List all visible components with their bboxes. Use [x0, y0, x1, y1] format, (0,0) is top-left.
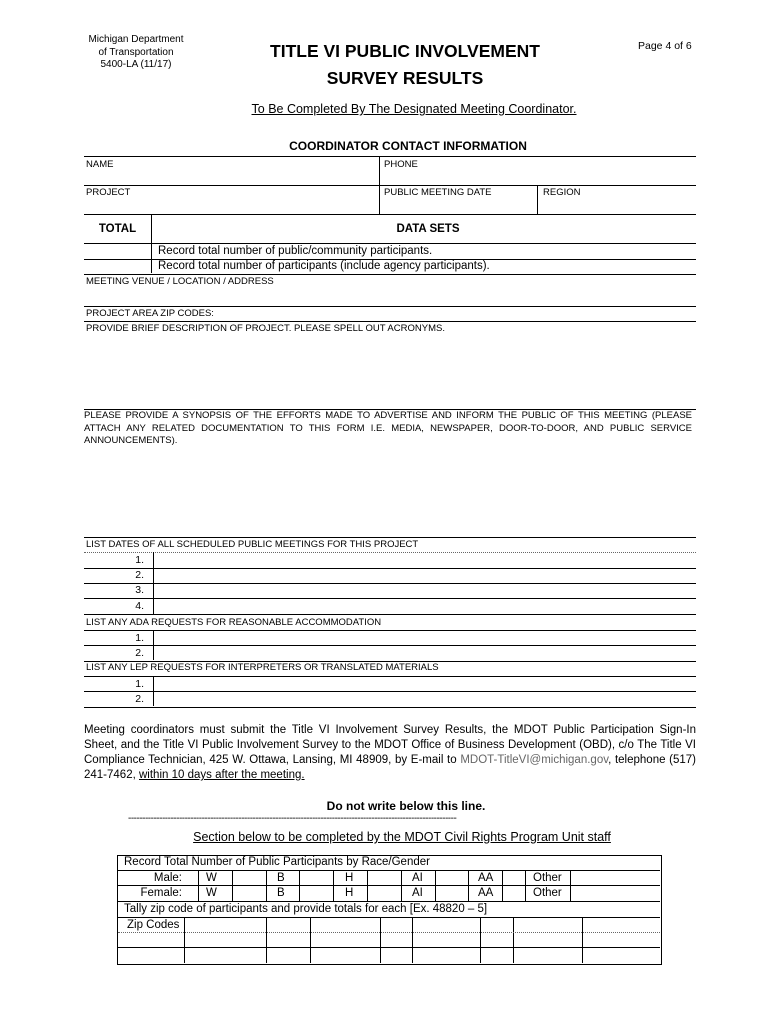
region-label: REGION: [543, 187, 581, 198]
code-other: Other: [533, 872, 562, 884]
region-field[interactable]: [539, 200, 696, 212]
rule: [84, 552, 696, 553]
coordinator-section-title: COORDINATOR CONTACT INFORMATION: [289, 139, 527, 153]
meeting-date-field[interactable]: [381, 200, 536, 212]
rule: [118, 932, 660, 933]
form-id: 5400-LA (11/17): [100, 59, 172, 70]
zip-label: PROJECT AREA ZIP CODES:: [86, 308, 214, 319]
meeting-date-label: PUBLIC MEETING DATE: [384, 187, 492, 198]
rule: [266, 917, 267, 963]
zip-codes-label: Zip Codes: [127, 919, 180, 931]
code-b: B: [277, 872, 285, 884]
ada-row-number: 1.: [135, 632, 144, 644]
code-w: W: [206, 887, 217, 899]
rule: [84, 598, 696, 599]
rule: [480, 917, 481, 963]
code-ai: AI: [412, 872, 423, 884]
venue-label: MEETING VENUE / LOCATION / ADDRESS: [86, 276, 274, 287]
rule: [84, 676, 696, 677]
code-aa: AA: [478, 887, 494, 899]
agency-header: [86, 34, 186, 72]
rule: [582, 917, 583, 963]
ada-request-field-1[interactable]: [156, 632, 696, 645]
code-aa: AA: [478, 872, 494, 884]
rule: [537, 185, 538, 214]
meeting-row-number: 1.: [135, 554, 144, 566]
total-header: TOTAL: [98, 223, 137, 235]
dataset-row-2: Record total number of participants (include agency participants).: [158, 260, 490, 272]
meeting-date-field-1[interactable]: [156, 554, 696, 567]
rule: [84, 537, 696, 538]
rule: [84, 274, 696, 275]
lep-row-number: 1.: [135, 678, 144, 690]
email-link[interactable]: MDOT-TitleVI@michigan.gov: [460, 754, 609, 766]
rule: [380, 917, 381, 963]
rule: [310, 917, 311, 963]
instructions-text: Meeting coordinators must submit the Title VI Involvement Survey Results, the MDOT Public Participation Sign-In Sheet, and the Title VI Public Involvement Survey to the MDOT Office of Business Development (OBD), c/o The Title VI Compliance Technician, 425 W. Ottawa, Lansing, MI 48909, by E-mail to: [84, 724, 696, 766]
ada-row-number: 2.: [135, 647, 144, 659]
meeting-row-number: 2.: [135, 569, 144, 581]
rule: [412, 917, 413, 963]
lep-request-field-2[interactable]: [156, 693, 696, 706]
lep-row-number: 2.: [135, 693, 144, 705]
project-label: PROJECT: [86, 187, 131, 198]
race-table-header: Record Total Number of Public Participants by Race/Gender: [124, 856, 430, 868]
name-label: NAME: [86, 159, 114, 170]
rule: [184, 917, 185, 963]
rule: [118, 947, 660, 948]
dataset-row-1: Record total number of public/community participants.: [158, 245, 433, 257]
rule: [84, 306, 696, 307]
female-label: Female:: [140, 887, 182, 899]
lep-label: LIST ANY LEP REQUESTS FOR INTERPRETERS OR TRANSLATED MATERIALS: [86, 662, 439, 673]
rule: [118, 885, 660, 886]
page-number: Page 4 of 6: [638, 40, 692, 52]
rule: [118, 917, 660, 918]
meeting-row-number: 4.: [135, 600, 144, 612]
lep-request-field-1[interactable]: [156, 678, 696, 691]
phone-field[interactable]: [381, 172, 696, 184]
rule: [84, 614, 696, 615]
rule: [513, 917, 514, 963]
ada-label: LIST ANY ADA REQUESTS FOR REASONABLE ACCOMMODATION: [86, 617, 382, 628]
rule: [84, 630, 696, 631]
project-field[interactable]: [84, 200, 379, 212]
title-line-1: TITLE VI PUBLIC INVOLVEMENT: [270, 41, 540, 61]
meeting-row-number: 3.: [135, 584, 144, 596]
name-field[interactable]: [84, 172, 379, 184]
data-sets-header: DATA SETS: [396, 223, 460, 235]
code-b: B: [277, 887, 285, 899]
code-ai: AI: [412, 887, 423, 899]
deadline-text: within 10 days after the meeting.: [139, 769, 305, 781]
instructions-text-2: , telephone (517) 241-7462,: [84, 754, 696, 781]
code-w: W: [206, 872, 217, 884]
staff-section-title: Section below to be completed by the MDOT Civil Rights Program Unit staff: [193, 830, 611, 844]
meetings-label: LIST DATES OF ALL SCHEDULED PUBLIC MEETINGS FOR THIS PROJECT: [86, 539, 419, 550]
dept-line-1: Michigan Department: [88, 34, 184, 45]
code-h: H: [345, 887, 354, 899]
rule: [84, 185, 696, 186]
venue-field[interactable]: [84, 289, 696, 304]
public-participants-total-field[interactable]: [86, 245, 148, 258]
rule: [84, 645, 696, 646]
rule: [84, 691, 696, 692]
rule: [84, 156, 696, 157]
synopsis-field[interactable]: [84, 450, 696, 534]
description-field[interactable]: [84, 337, 696, 407]
title-line-2: SURVEY RESULTS: [326, 68, 484, 88]
description-label: PROVIDE BRIEF DESCRIPTION OF PROJECT. PLEASE SPELL OUT ACRONYMS.: [86, 323, 445, 334]
do-not-write-notice: Do not write below this line.: [326, 799, 486, 813]
dept-line-2: of Transportation: [98, 46, 174, 58]
phone-label: PHONE: [384, 159, 418, 170]
rule: [118, 901, 660, 902]
tally-label: Tally zip code of participants and provide totals for each [Ex. 48820 – 5]: [124, 903, 488, 915]
code-h: H: [345, 872, 354, 884]
submission-instructions: [84, 723, 696, 783]
rule: [118, 870, 660, 871]
synopsis-label: PLEASE PROVIDE A SYNOPSIS OF THE EFFORTS MADE TO ADVERTISE AND INFORM THE PUBLIC OF THIS MEETING (PLEASE ATTACH ANY RELATED DOCUMENTATION TO THIS FORM I.E. MEDIA, NEWSPAPER, DOOR-TO-DOOR, AND PUBLIC SERVICE ANNOUNCEMENTS).: [84, 410, 692, 446]
meeting-date-field-3[interactable]: [156, 584, 696, 597]
rule: [84, 321, 696, 322]
dashed-separator: --------------------------------------------------------------------------------------------------------------------: [128, 813, 457, 824]
form-title: [240, 38, 570, 92]
code-other: Other: [533, 887, 562, 899]
subtitle: To Be Completed By The Designated Meeting Coordinator.: [251, 102, 577, 116]
male-label: Male:: [153, 872, 182, 884]
rule: [84, 214, 696, 215]
rule: [84, 243, 696, 244]
ada-request-field-2[interactable]: [156, 647, 696, 660]
all-participants-total-field[interactable]: [86, 261, 148, 273]
meeting-date-field-2[interactable]: [156, 569, 696, 582]
rule: [84, 707, 696, 708]
meeting-date-field-4[interactable]: [156, 600, 696, 613]
